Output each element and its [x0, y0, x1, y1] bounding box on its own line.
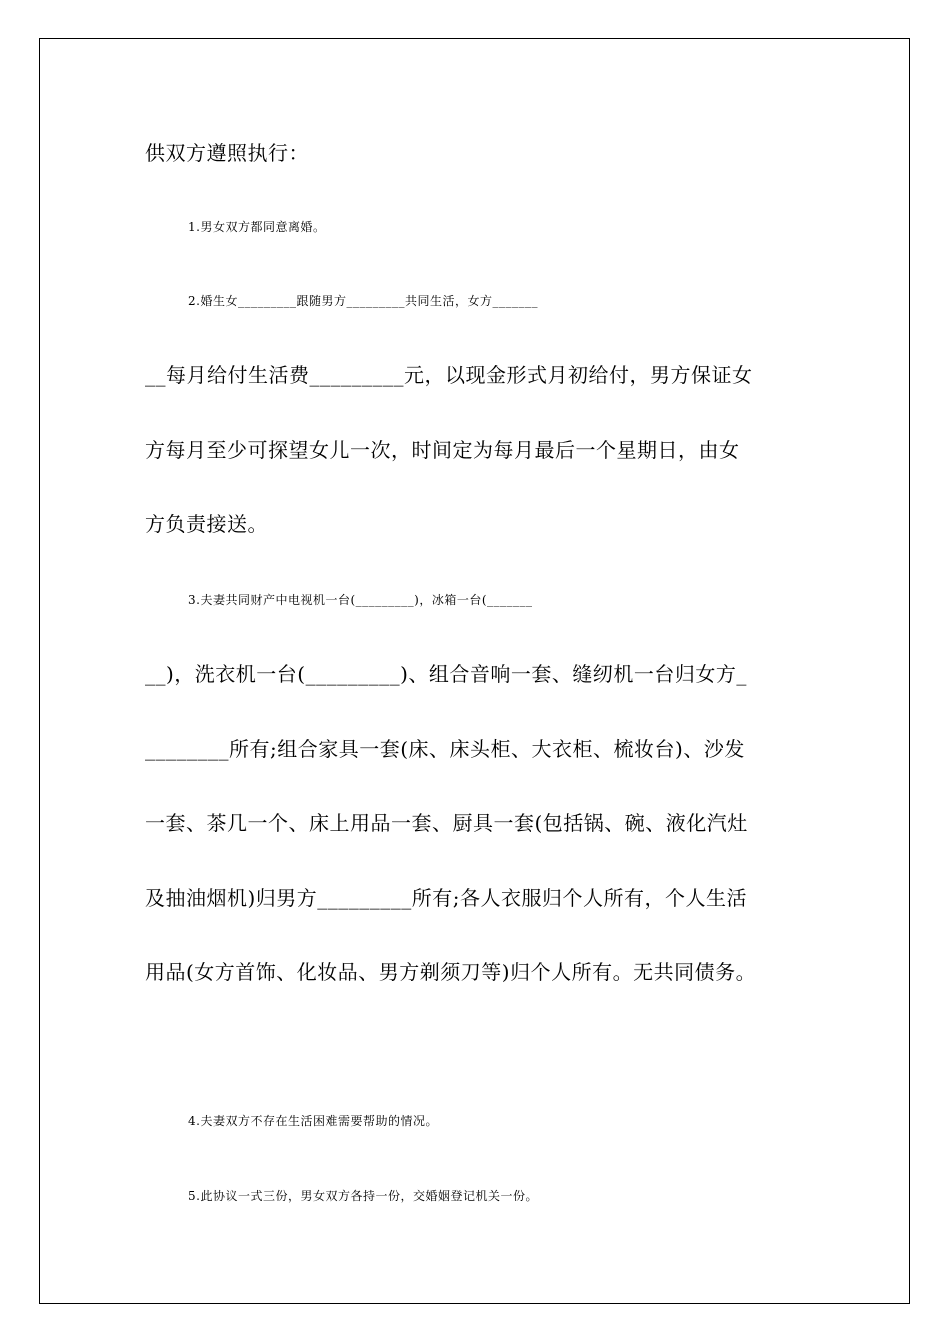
text-line: 用品(女方首饰、化妆品、男方剃须刀等)归个人所有。无共同债务。 — [145, 960, 757, 984]
text-line: 及抽油烟机)归男方_________所有;各人衣服归个人所有，个人生活 — [145, 886, 748, 910]
text-line: ________所有;组合家具一套(床、床头柜、大衣柜、梳妆台)、沙发 — [145, 737, 745, 761]
text-line: __每月给付生活费_________元，以现金形式月初给付，男方保证女 — [145, 363, 753, 387]
text-line: 供双方遵照执行： — [145, 141, 309, 165]
text-line: 方负责接送。 — [145, 512, 268, 536]
clause-5: 5.此协议一式三份，男女双方各持一份，交婚姻登记机关一份。 — [188, 1189, 538, 1203]
text-line: __)，洗衣机一台(_________)、组合音响一套、缝纫机一台归女方_ — [145, 662, 747, 686]
text-line: 方每月至少可探望女儿一次，时间定为每月最后一个星期日，由女 — [145, 438, 740, 462]
clause-3: 3.夫妻共同财产中电视机一台(_________)，冰箱一台(_______ — [188, 593, 533, 607]
clause-1: 1.男女双方都同意离婚。 — [188, 220, 326, 234]
text-line: 一套、茶几一个、床上用品一套、厨具一套(包括锅、碗、液化汽灶 — [145, 811, 748, 835]
clause-2: 2.婚生女_________跟随男方_________共同生活，女方_______ — [188, 294, 538, 308]
clause-4: 4.夫妻双方不存在生活困难需要帮助的情况。 — [188, 1114, 438, 1128]
